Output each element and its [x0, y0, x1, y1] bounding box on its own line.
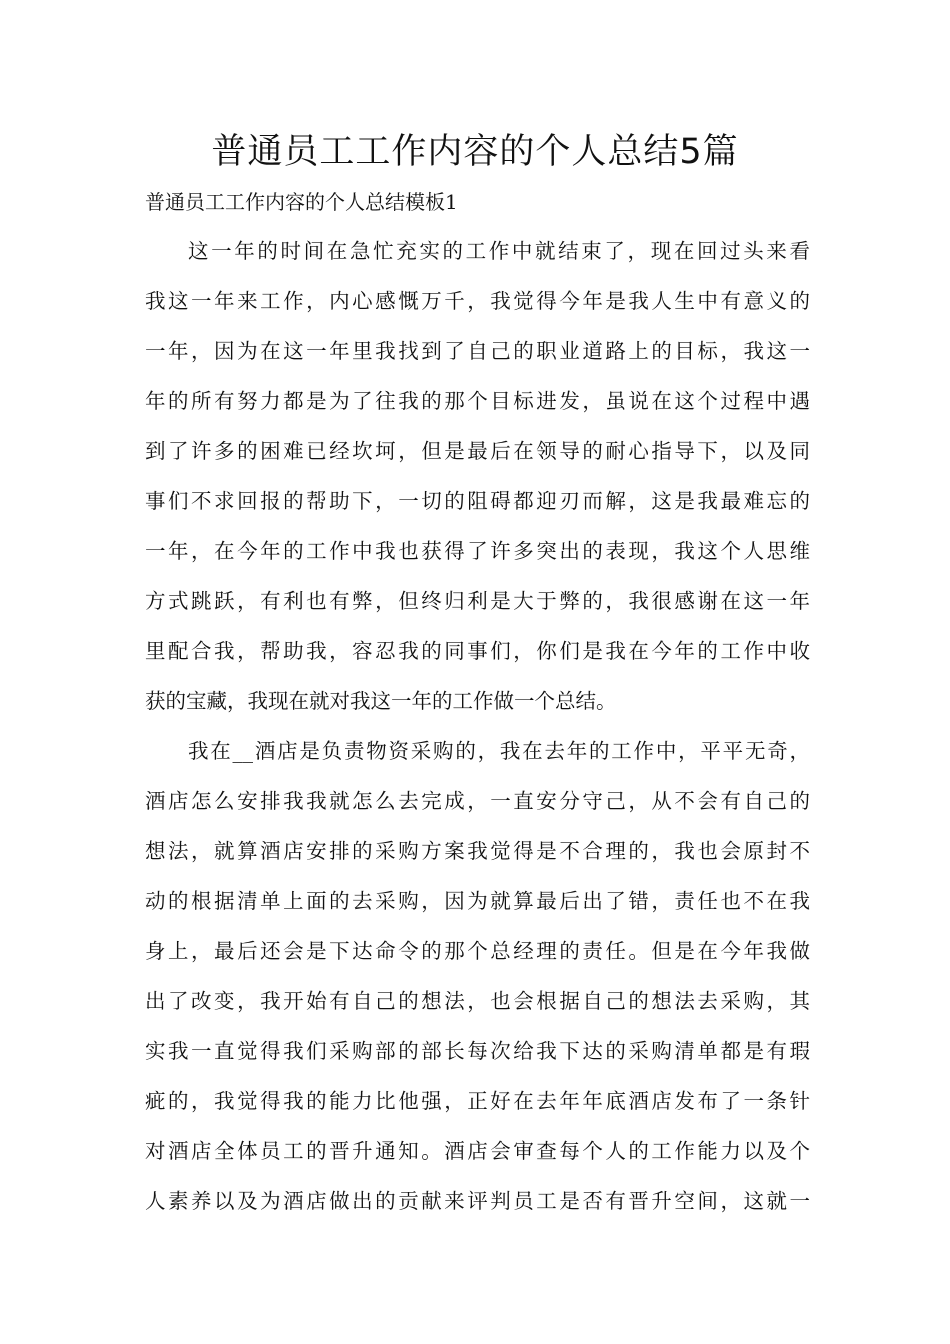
paragraph-line: 方式跳跃，有利也有弊，但终归利是大于弊的，我很感谢在这一年 [145, 589, 810, 613]
paragraph-line: 一年，在今年的工作中我也获得了许多突出的表现，我这个人思维 [145, 539, 810, 563]
paragraph-line: 事们不求回报的帮助下，一切的阻碍都迎刃而解，这是我最难忘的 [145, 489, 810, 513]
paragraph-line: 我这一年来工作，内心感慨万千，我觉得今年是我人生中有意义的 [145, 289, 810, 313]
paragraph-line: 实我一直觉得我们采购部的部长每次给我下达的采购清单都是有瑕 [145, 1039, 810, 1063]
paragraph-line: 获的宝藏，我现在就对我这一年的工作做一个总结。 [145, 689, 617, 713]
paragraph-1 [145, 226, 810, 726]
paragraph-line: 对酒店全体员工的晋升通知。酒店会审查每个人的工作能力以及个 [145, 1139, 810, 1163]
paragraph-line: 出了改变，我开始有自己的想法，也会根据自己的想法去采购，其 [145, 989, 810, 1013]
document-subtitle: 普通员工工作内容的个人总结模板1 [145, 190, 458, 214]
paragraph-line: 疵的，我觉得我的能力比他强，正好在去年年底酒店发布了一条针 [145, 1089, 810, 1113]
paragraph-line: 一年，因为在这一年里我找到了自己的职业道路上的目标，我这一 [145, 339, 810, 363]
paragraph-line: 想法，就算酒店安排的采购方案我觉得是不合理的，我也会原封不 [145, 839, 810, 863]
paragraph-line: 酒店怎么安排我我就怎么去完成，一直安分守己，从不会有自己的 [145, 789, 810, 813]
paragraph-line: 人素养以及为酒店做出的贡献来评判员工是否有晋升空间，这就一 [145, 1189, 810, 1213]
paragraph-line: 身上，最后还会是下达命令的那个总经理的责任。但是在今年我做 [145, 939, 810, 963]
paragraph-line: 我在__酒店是负责物资采购的，我在去年的工作中，平平无奇， [188, 739, 810, 763]
paragraph-2 [145, 726, 810, 1226]
paragraph-line: 这一年的时间在急忙充实的工作中就结束了，现在回过头来看 [188, 239, 810, 263]
paragraph-line: 里配合我，帮助我，容忍我的同事们，你们是我在今年的工作中收 [145, 639, 810, 663]
paragraph-line: 动的根据清单上面的去采购，因为就算最后出了错，责任也不在我 [145, 889, 810, 913]
paragraph-line: 年的所有努力都是为了往我的那个目标进发，虽说在这个过程中遇 [145, 389, 810, 413]
document-title: 普通员工工作内容的个人总结5篇 [211, 132, 739, 172]
paragraph-line: 到了许多的困难已经坎坷，但是最后在领导的耐心指导下，以及同 [145, 439, 810, 463]
